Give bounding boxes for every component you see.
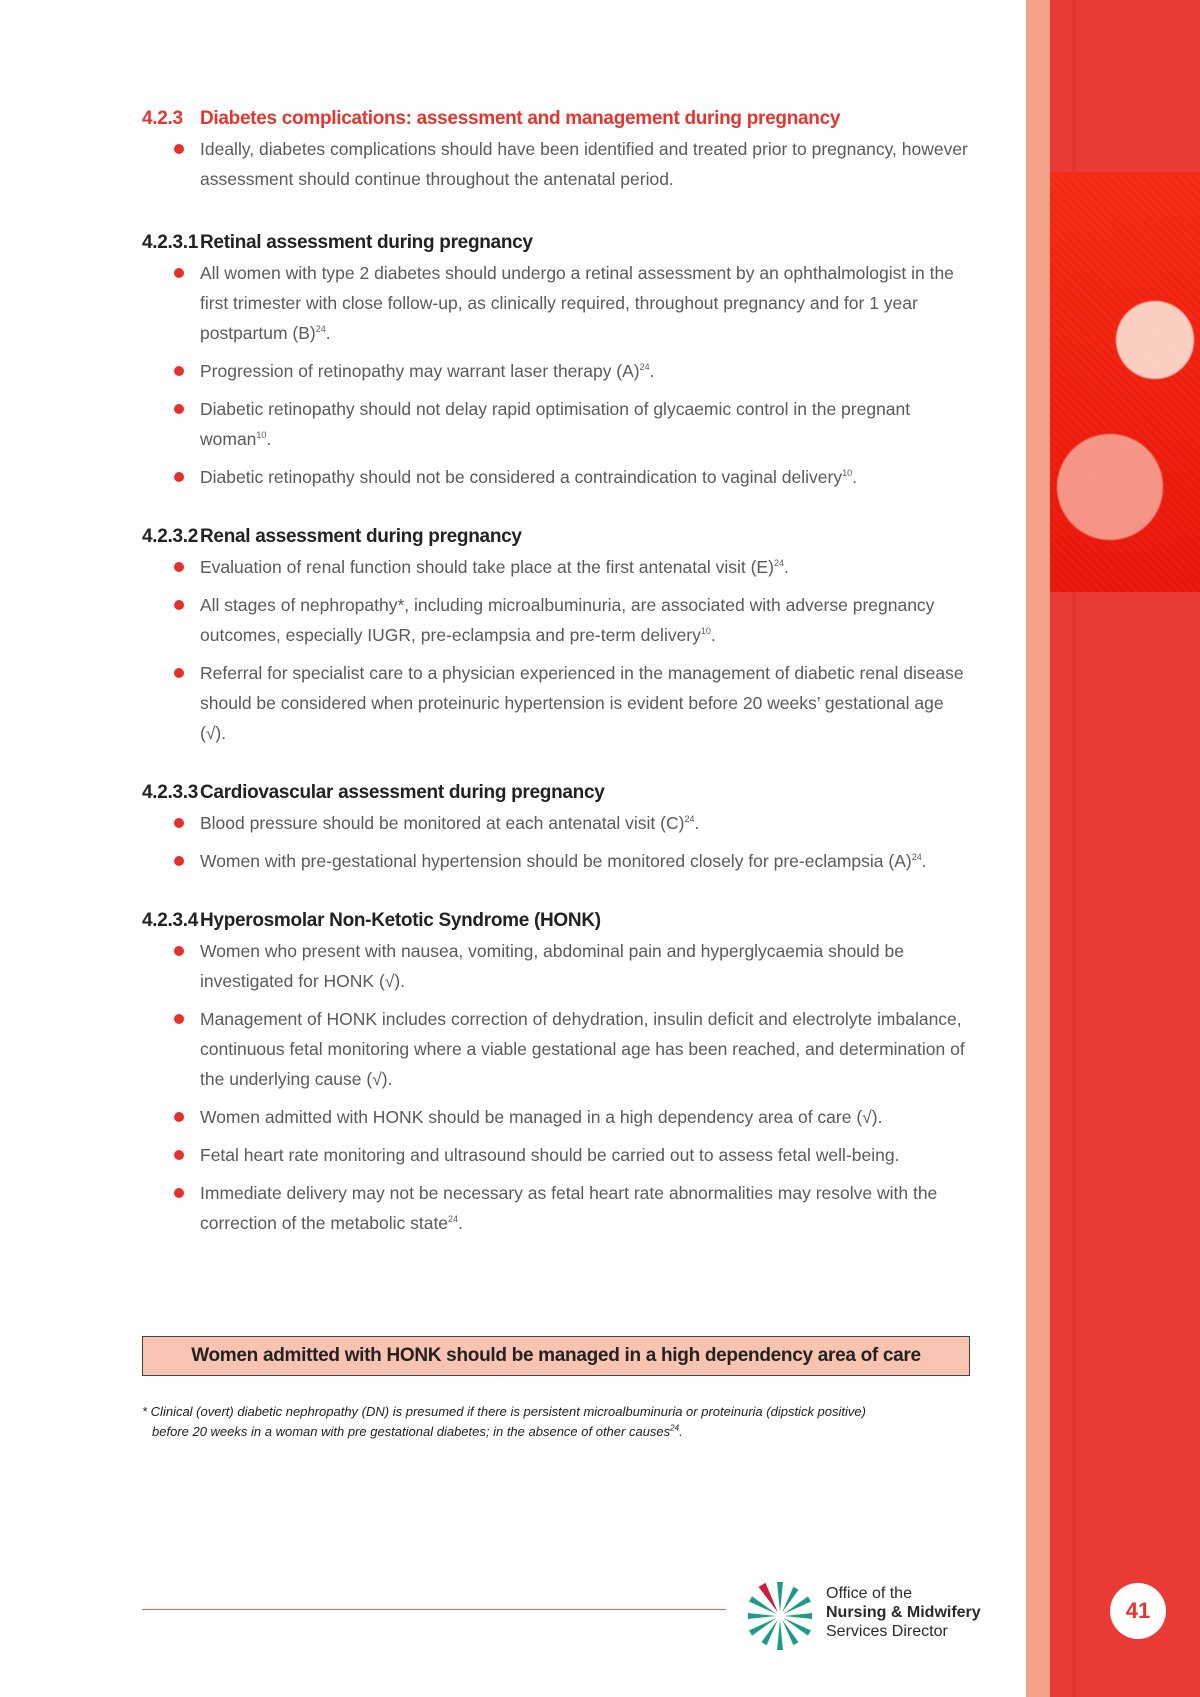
footnote xyxy=(142,1402,972,1442)
bullet-list xyxy=(142,134,972,194)
list-item: Referral for specialist care to a physician experienced in the management of diabetic renal disease should be considered when proteinuric hypertension is evident before 20 weeks’ gestational age (√). xyxy=(142,658,972,748)
footer-rule xyxy=(142,1609,726,1610)
footnote-line-2: before 20 weeks in a woman with pre gestational diabetes; in the absence of other causes$^{24}$. xyxy=(152,1423,683,1439)
section-heading-4-2-3-4 xyxy=(142,910,972,932)
bullet-list xyxy=(142,936,972,1238)
list-item: Progression of retinopathy may warrant laser therapy $(A)^{24}$. xyxy=(142,356,972,386)
section-number: 4.2.3.4 xyxy=(142,910,199,931)
list-item: Diabetic retinopathy should not delay rapid optimisation of glycaemic control in the pregnant woman$^{10}$. xyxy=(142,394,972,454)
list-item: Women admitted with HONK should be managed in a high dependency area of care (√). xyxy=(142,1102,972,1132)
page-number: 41 xyxy=(1110,1583,1166,1639)
section-heading-4-2-3 xyxy=(142,108,972,130)
section-title: Hyperosmolar Non-Ketotic Syndrome (HONK) xyxy=(200,910,601,931)
list-item: Women with pre-gestational hypertension should be monitored closely for pre-eclampsia $(A)^{24}$. xyxy=(142,846,972,876)
section-title: Retinal assessment during pregnancy xyxy=(200,232,533,253)
side-band-light xyxy=(1026,0,1050,1697)
section-heading-4-2-3-3 xyxy=(142,782,972,804)
list-item: Blood pressure should be monitored at each antenatal visit $(C)^{24}$. xyxy=(142,808,972,838)
bullet-list xyxy=(142,808,972,876)
list-item: Ideally, diabetes complications should have been identified and treated prior to pregnancy, however assessment should continue throughout the antenatal period. xyxy=(142,134,972,194)
section-number: 4.2.3.1 xyxy=(142,232,199,253)
section-title: Diabetes complications: assessment and management during pregnancy xyxy=(200,108,841,129)
organisation-logo-text: Office of the Nursing & Midwifery Services Director xyxy=(826,1585,981,1640)
list-item: All women with type 2 diabetes should undergo a retinal assessment by an ophthalmologist in the first trimester with close follow-up, as clinically required, throughout pregnancy and for 1 year postpartum $(B)^{24}$. xyxy=(142,258,972,348)
section-number: 4.2.3.2 xyxy=(142,526,199,547)
list-item: Diabetic retinopathy should not be considered a contraindication to vaginal delivery$^{10}$. xyxy=(142,462,972,492)
list-item: All stages of nephropathy*, including microalbuminuria, are associated with adverse pregnancy outcomes, especially IUGR, pre-eclampsia and pre-term delivery$^{10}$. xyxy=(142,590,972,650)
puzzle-photo xyxy=(1050,172,1200,592)
list-item: Fetal heart rate monitoring and ultrasound should be carried out to assess fetal well-being. xyxy=(142,1140,972,1170)
key-message-text: Women admitted with HONK should be managed in a high dependency area of care xyxy=(191,1345,921,1366)
list-item: Evaluation of renal function should take place at the first antenatal visit $(E)^{24}$. xyxy=(142,552,972,582)
list-item: Management of HONK includes correction of dehydration, insulin deficit and electrolyte imbalance, continuous fetal monitoring where a viable gestational age has been reached, and determination of the underlying cause (√). xyxy=(142,1004,972,1094)
list-item: Women who present with nausea, vomiting, abdominal pain and hyperglycaemia should be investigated for HONK (√). xyxy=(142,936,972,996)
bullet-list xyxy=(142,258,972,492)
section-title: Renal assessment during pregnancy xyxy=(200,526,522,547)
section-number: 4.2.3 xyxy=(142,108,183,129)
starburst-logo-icon xyxy=(742,1578,818,1654)
footnote-line-1: * Clinical (overt) diabetic nephropathy (DN) is presumed if there is persistent microalbuminuria or proteinuria (dipstick positive) xyxy=(142,1404,866,1419)
section-heading-4-2-3-2 xyxy=(142,526,972,548)
key-message-box xyxy=(142,1336,970,1376)
section-number: 4.2.3.3 xyxy=(142,782,199,803)
bullet-list xyxy=(142,552,972,748)
section-title: Cardiovascular assessment during pregnancy xyxy=(200,782,605,803)
main-content xyxy=(142,108,972,1246)
section-heading-4-2-3-1 xyxy=(142,232,972,254)
list-item: Immediate delivery may not be necessary as fetal heart rate abnormalities may resolve with the correction of the metabolic state$^{24}$. xyxy=(142,1178,972,1238)
